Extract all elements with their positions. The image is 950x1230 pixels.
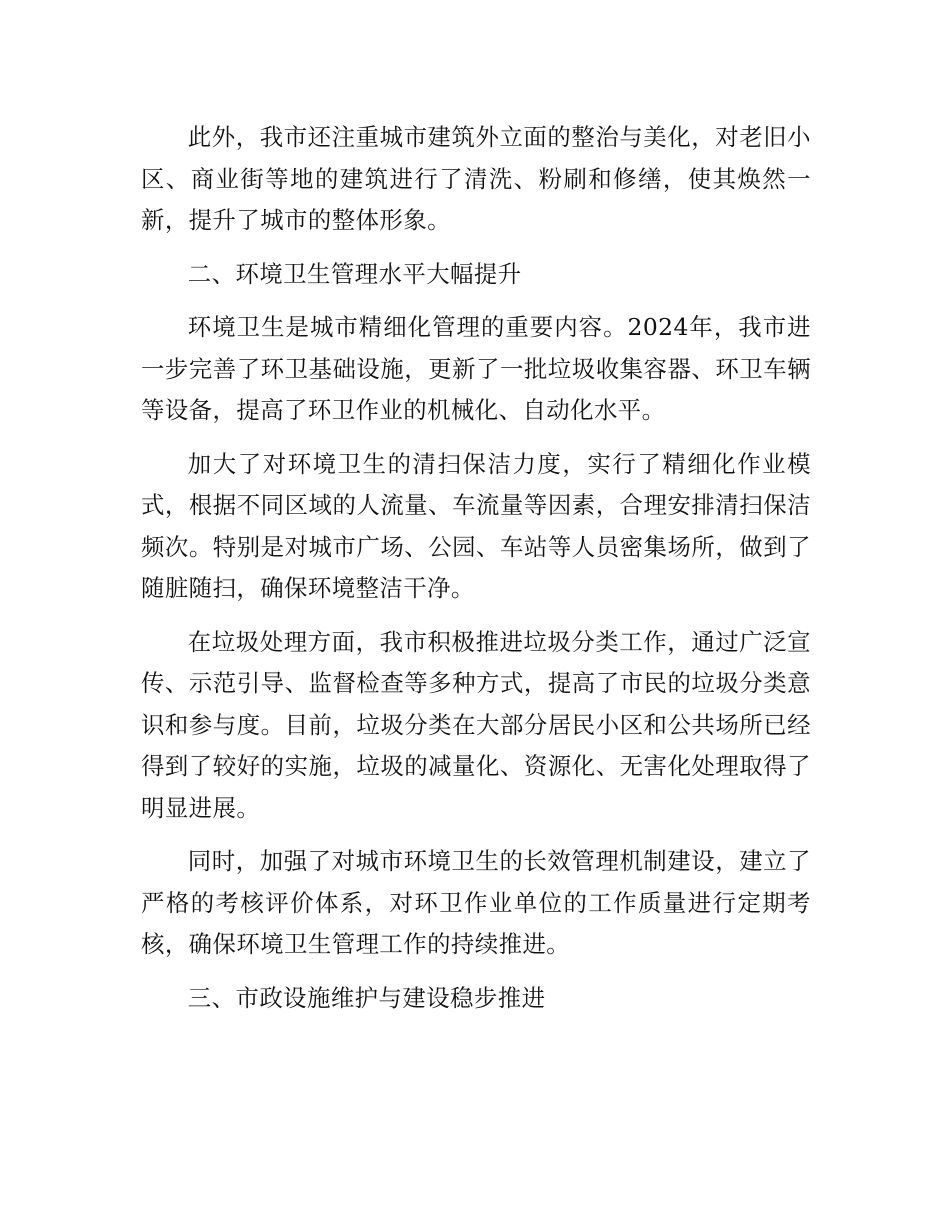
paragraph-waste-sorting: 在垃圾处理方面，我市积极推进垃圾分类工作，通过广泛宣传、示范引导、监督检查等多种方式，提高了市民的垃圾分类意识和参与度。目前，垃圾分类在大部分居民小区和公共场所已经得到了较好的实施，垃圾的减量化、资源化、无害化处理取得了明显进展。 xyxy=(141,627,811,822)
document-body xyxy=(141,117,811,1031)
section-heading-municipal-facilities: 三、市政设施维护与建设稳步推进 xyxy=(187,983,546,1012)
paragraph-building-facades: 此外，我市还注重城市建筑外立面的整治与美化，对老旧小区、商业街等地的建筑进行了清洗、粉刷和修缮，使其焕然一新，提升了城市的整体形象。 xyxy=(141,123,811,234)
paragraph-cleaning-intensity: 加大了对环境卫生的清扫保洁力度，实行了精细化作业模式，根据不同区域的人流量、车流量等因素，合理安排清扫保洁频次。特别是对城市广场、公园、车站等人员密集场所，做到了随脏随扫，确保环境整洁干净。 xyxy=(141,449,811,602)
section-heading-sanitation: 二、环境卫生管理水平大幅提升 xyxy=(187,259,522,288)
paragraph-long-term-management: 同时，加强了对城市环境卫生的长效管理机制建设，建立了严格的考核评价体系，对环卫作业单位的工作质量进行定期考核，确保环境卫生管理工作的持续推进。 xyxy=(141,847,811,958)
paragraph-sanitation-infrastructure: 环境卫生是城市精细化管理的重要内容。2024年，我市进一步完善了环卫基础设施，更新了一批垃圾收集容器、环卫车辆等设备，提高了环卫作业的机械化、自动化水平。 xyxy=(141,313,811,424)
